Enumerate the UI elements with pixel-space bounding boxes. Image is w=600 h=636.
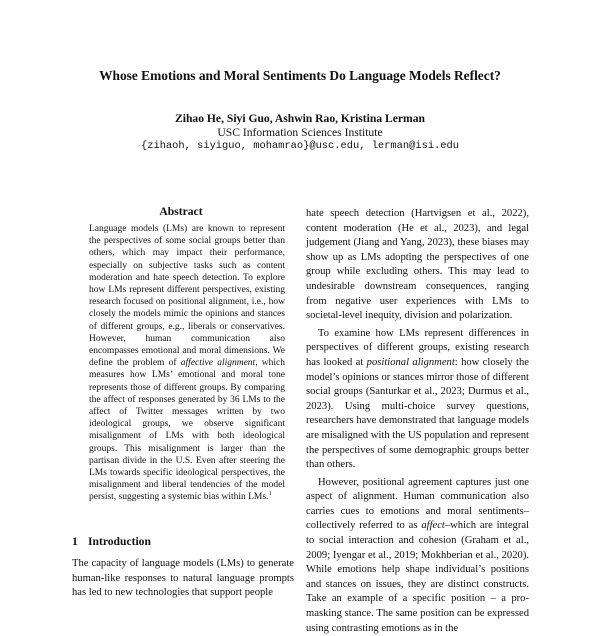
p3-italic-term: affect [421, 520, 445, 532]
paper-title: Whose Emotions and Moral Sentiments Do Language Models Reflect? [99, 68, 501, 83]
right-column-paragraph-2 [306, 327, 529, 473]
abstract-text-part-2: , which measures how LMs’ emotional and moral tone represents those of different groups. By comparing the affect of responses generated by 36 LMs to the affect of Twitter messages written by two ideological groups, we observe significant misalignment of LMs with both ideological groups. This misalignment is larger than the partisan divide in the U.S. Even after steering the LMs towards specific ideological perspectives, the misalignment and liberal tendencies of the model persist, suggesting a systemic bias within LMs. [89, 358, 285, 503]
section-title: Introduction [88, 535, 151, 548]
author-list: Zihao He, Siyi Guo, Ashwin Rao, Kristina Lerman [175, 112, 425, 125]
introduction-body [72, 557, 294, 601]
abstract-italic-term: affective alignment [180, 358, 256, 369]
right-column-paragraph-1: hate speech detection (Hartvigsen et al., 2022), content moderation (He et al., 2023), and legal judgement (Jiang and Yang, 2023), these biases may show up as LMs adopting the perspectives of one group while excluding others. This may lead to undesirable downstream consequences, ranging from negative user experiences with LMs to societal-level inequity, division and polarization. [306, 208, 529, 322]
p2-text-a: To examine how LMs represent differences in perspectives of different groups, existing research has looked at [306, 327, 529, 368]
intro-paragraph: The capacity of language models (LMs) to generate human-like responses to natural language prompts has led to new technologies that support people [72, 558, 294, 599]
right-column [306, 207, 529, 636]
author-emails: {zihaoh, siyiguo, mohamrao}@usc.edu, lerman@isi.edu [140, 140, 459, 152]
abstract-text-part-1: Language models (LMs) are known to represent the perspectives of some social groups better than others, which may impact their performance, especially on subjective tasks such as content moderation and hate speech detection. To explore how LMs represent different perspectives, existing research focused on positional alignment, i.e., how closely the models mimic the opinions and stances of different groups, e.g., liberals or conservatives. However, human communication also encompasses emotional and moral dimensions. We define the problem of [89, 224, 285, 369]
section-number: 1 [72, 535, 78, 548]
abstract-body [89, 223, 285, 504]
p3-text-a: However, positional agreement captures just one aspect of alignment. Human communication also carries cues to emotions and moral sentiments–collectively referred to as [306, 476, 529, 532]
p2-italic-term: positional alignment [366, 356, 455, 368]
footnote-marker: 1 [268, 490, 272, 498]
p3-text-b: –which are integral to social interaction and cohesion (Graham et al., 2009; Iyengar et al., 2019; Mokhberian et al., 2020). While emotions help shape individual’s positions and stances on issues, they are distinct constructs. Take an example of a specific position – a pro-masking stance. The same position can be expressed using contrasting emotions as in the [306, 520, 529, 634]
p2-text-b: : how closely the model’s opinions or stances mirror those of different social groups (Santurkar et al., 2023; Durmus et al., 2023). Using multi-choice survey questions, researchers have demonstrated that language models are misaligned with the US population and represent the perspectives of some demographic groups better than others. [306, 356, 529, 471]
abstract-heading: Abstract [159, 205, 203, 218]
section-heading-introduction [72, 535, 151, 548]
affiliation: USC Information Sciences Institute [217, 126, 383, 139]
right-column-paragraph-3 [306, 476, 529, 636]
